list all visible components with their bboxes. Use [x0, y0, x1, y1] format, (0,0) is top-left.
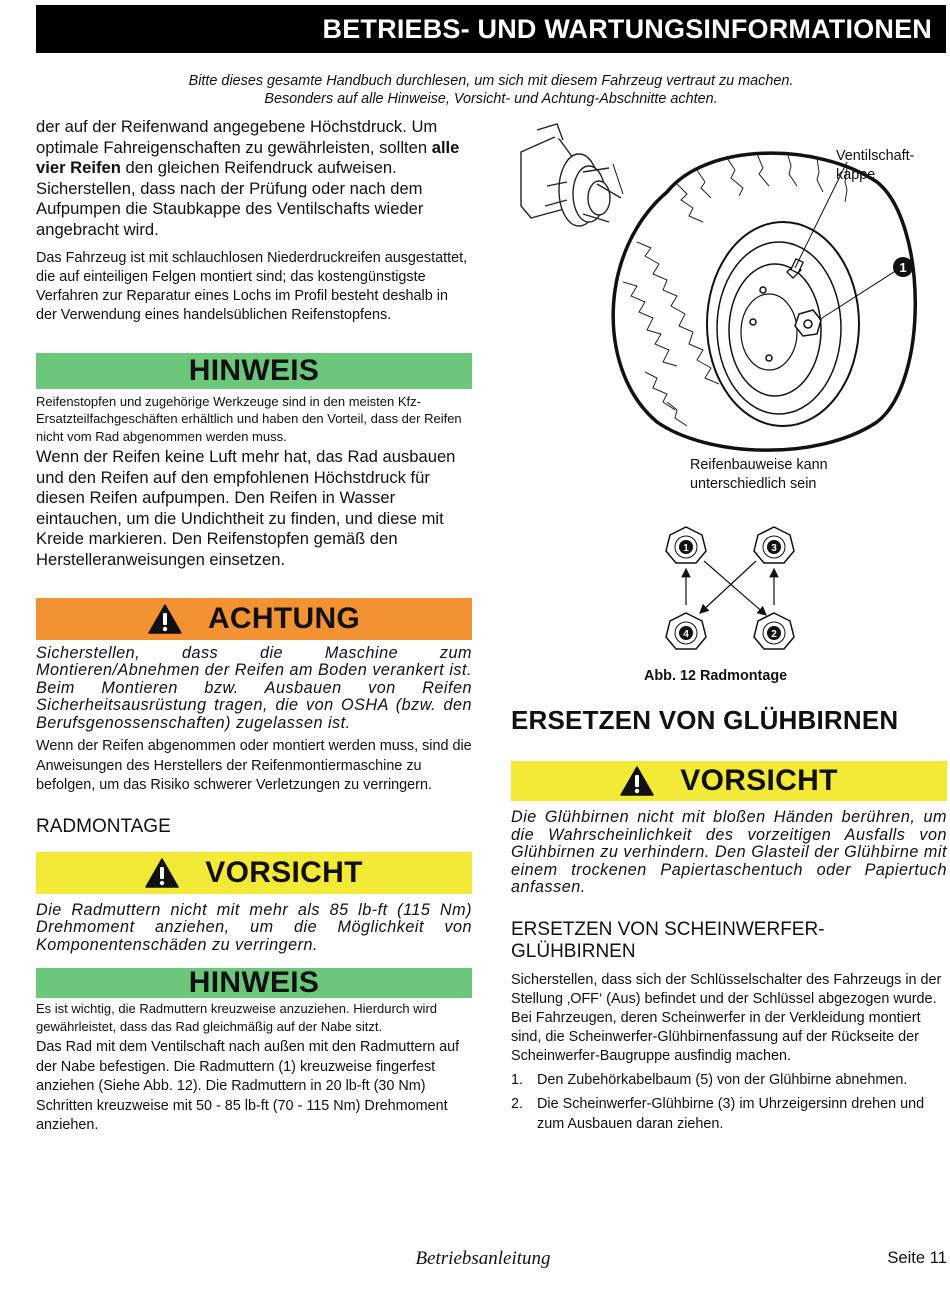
- page-header-title: BETRIEBS- UND WARTUNGSINFORMATIONEN: [36, 5, 946, 53]
- bulb-replacement-heading: ERSETZEN VON GLÜHBIRNEN: [511, 705, 899, 735]
- wheel-mounting-paragraph: Das Rad mit dem Ventilschaft nach außen mit den Radmuttern auf der Nabe befestigen. Die Radmuttern (1) kreuzweise fingerfest anziehen (Siehe Abb. 12). Die Radmuttern in 20 lb-ft (30 Nm) Schritten kreuzweise mit 50 - 85 lb-ft (70 - 115 Nm) Drehmoment anziehen.: [36, 1039, 460, 1134]
- hinweis-text-2: Es ist wichtig, die Radmuttern kreuzweise anzuziehen. Hierdurch wird gewährleistet, dass das Rad gleichmäßig auf der Nabe sitzt.: [36, 1001, 438, 1034]
- nut-2: [754, 613, 794, 649]
- step-item: [511, 1094, 947, 1134]
- tire-pressure-bold: alle vier Reifen: [36, 137, 460, 178]
- tire-design-note: Reifenbauweise kann unterschiedlich sein: [690, 457, 828, 492]
- right-column: [511, 705, 947, 1134]
- nut-2-number: 2: [771, 629, 777, 640]
- intro-line-1: Bitte dieses gesamte Handbuch durchlesen, um sich mit diesem Fahrzeug vertraut zu machen.: [188, 73, 794, 89]
- tire-mounting-paragraph: Wenn der Reifen abgenommen oder montiert werden muss, sind die Anweisungen des Herstellers der Reifenmontiermaschine zu befolgen, um das Risiko schwerer Verletzungen zu verringern.: [36, 738, 472, 794]
- left-column: [36, 117, 472, 1136]
- nut-4-number: 4: [683, 629, 689, 640]
- footer-title: Betriebsanleitung: [415, 1248, 551, 1269]
- hinweis-title-1: HINWEIS: [188, 353, 320, 387]
- achtung-banner: [36, 598, 472, 640]
- hinweis-title-2: HINWEIS: [188, 966, 320, 1000]
- callout-1-badge: [893, 257, 913, 277]
- callout-1-number: 1: [899, 260, 907, 275]
- vorsicht-text-1: Die Radmuttern nicht mit mehr als 85 lb-ft (115 Nm) Drehmoment anziehen, um die Möglichkeit von Komponentenschäden zu verringern.: [36, 900, 472, 954]
- nut-1-number: 1: [683, 543, 689, 554]
- tubeless-tire-paragraph: Das Fahrzeug ist mit schlauchlosen Niederdruckreifen ausgestattet, die auf einteiligen Felgen montiert sind; das kostengünstigste Verfahren zur Reparatur eines Lochs im Profil besteht deshalb in der Verwendung eines handelsüblichen Reifenstopfens.: [36, 249, 468, 323]
- tire-drawing: [613, 153, 923, 457]
- intro-note: [36, 72, 946, 108]
- sequence-arrows: [686, 561, 774, 615]
- headlight-bulb-subheading: ERSETZEN VON SCHEINWERFER-GLÜHBIRNEN: [511, 918, 825, 962]
- headlight-intro-paragraph: Sicherstellen, dass sich der Schlüsselschalter des Fahrzeugs in der Stellung ‚OFF‘ (Aus) befindet und der Schlüssel abgezogen wurde. Bei Fahrzeugen, deren Scheinwerfer in der Verkleidung montiert sind, die Scheinwerfer-Glühbirnenfassung auf der Rückseite der Scheinwerfer-Baugruppe ausfindig machen.: [511, 971, 942, 1064]
- tire-pressure-text-a: der auf der Reifenwand angegebene Höchstdruck. Um optimale Fahreigenschaften zu gewährleisten, sollten: [36, 117, 438, 157]
- vorsicht-banner-1: [36, 852, 472, 894]
- vorsicht-text-2: Die Glühbirnen nicht mit bloßen Händen berühren, um die Wahrscheinlichkeit des vorzeitigen Ausfalls von Glühbirnen zu verhindern. Den Glasteil der Glühbirne mit einem trockenen Papiertaschentuch oder Papiertuch anfassen.: [511, 808, 947, 896]
- hinweis-banner-1: [36, 353, 472, 389]
- tire-pressure-text-b: den gleichen Reifendruck aufweisen. Sicherstellen, dass nach der Prüfung oder nach dem Aufpumpen die Staubkappe des Ventilschafts wieder angebracht wird.: [36, 158, 424, 239]
- flat-tire-paragraph: Wenn der Reifen keine Luft mehr hat, das Rad ausbauen und den Reifen auf den empfohlenen Höchstdruck für diesen Reifen aufpumpen. Den Reifen in Wasser eintauchen, um die Undichtheit zu finden, und diese mit Kreide markieren. Den Reifenstopfen gemäß den Herstelleranweisungen einsetzen.: [36, 447, 456, 570]
- vorsicht-title-2: VORSICHT: [680, 764, 838, 797]
- achtung-text: Sicherstellen, dass die Maschine zum Montieren/Abnehmen der Reifen am Boden verankert ist. Beim Montieren bzw. Ausbauen von Reifen Sicherheitsausrüstung tragen, die von OSHA (bzw. den Berufsgenossenschaften) zugelassen ist.: [36, 643, 472, 732]
- vorsicht-title-1: VORSICHT: [205, 855, 363, 889]
- step-text: Den Zubehörkabelbaum (5) von der Glühbirne abnehmen.: [537, 1071, 908, 1088]
- page-number: Seite 11: [887, 1248, 947, 1267]
- radmontage-subheading: RADMONTAGE: [36, 815, 171, 837]
- warning-triangle-icon: [620, 766, 654, 796]
- hinweis-banner-2: [36, 968, 472, 998]
- tire-pressure-paragraph: [36, 117, 468, 241]
- step-item: [511, 1070, 947, 1090]
- torque-sequence-diagram: [660, 525, 800, 665]
- nut-3-number: 3: [771, 543, 777, 554]
- step-text: Die Scheinwerfer-Glühbirne (3) im Uhrzeigersinn drehen und zum Ausbauen daran ziehen.: [537, 1095, 925, 1132]
- step-number: 1.: [511, 1071, 524, 1088]
- headlight-steps: [511, 1070, 947, 1134]
- step-number: 2.: [511, 1095, 524, 1112]
- intro-line-2: Besonders auf alle Hinweise, Vorsicht- und Achtung-Abschnitte achten.: [264, 91, 718, 107]
- figure-caption: Abb. 12 Radmontage: [644, 668, 788, 684]
- nut-4: [666, 613, 706, 649]
- axle-hub-drawing: [521, 124, 621, 226]
- nut-1: [666, 527, 706, 563]
- warning-triangle-icon: [145, 858, 179, 888]
- valve-cap-label: Ventilschaft- kappe: [836, 148, 915, 183]
- nut-3: [754, 527, 794, 563]
- hinweis-text-1: Reifenstopfen und zugehörige Werkzeuge sind in den meisten Kfz-Ersatzteilfachgeschäften erhältlich und haben den Vorteil, dass der Reifen nicht vom Rad abgenommen werden muss.: [36, 393, 462, 444]
- vorsicht-banner-2: [511, 761, 947, 801]
- achtung-title: ACHTUNG: [207, 601, 361, 635]
- warning-triangle-icon: [148, 604, 182, 634]
